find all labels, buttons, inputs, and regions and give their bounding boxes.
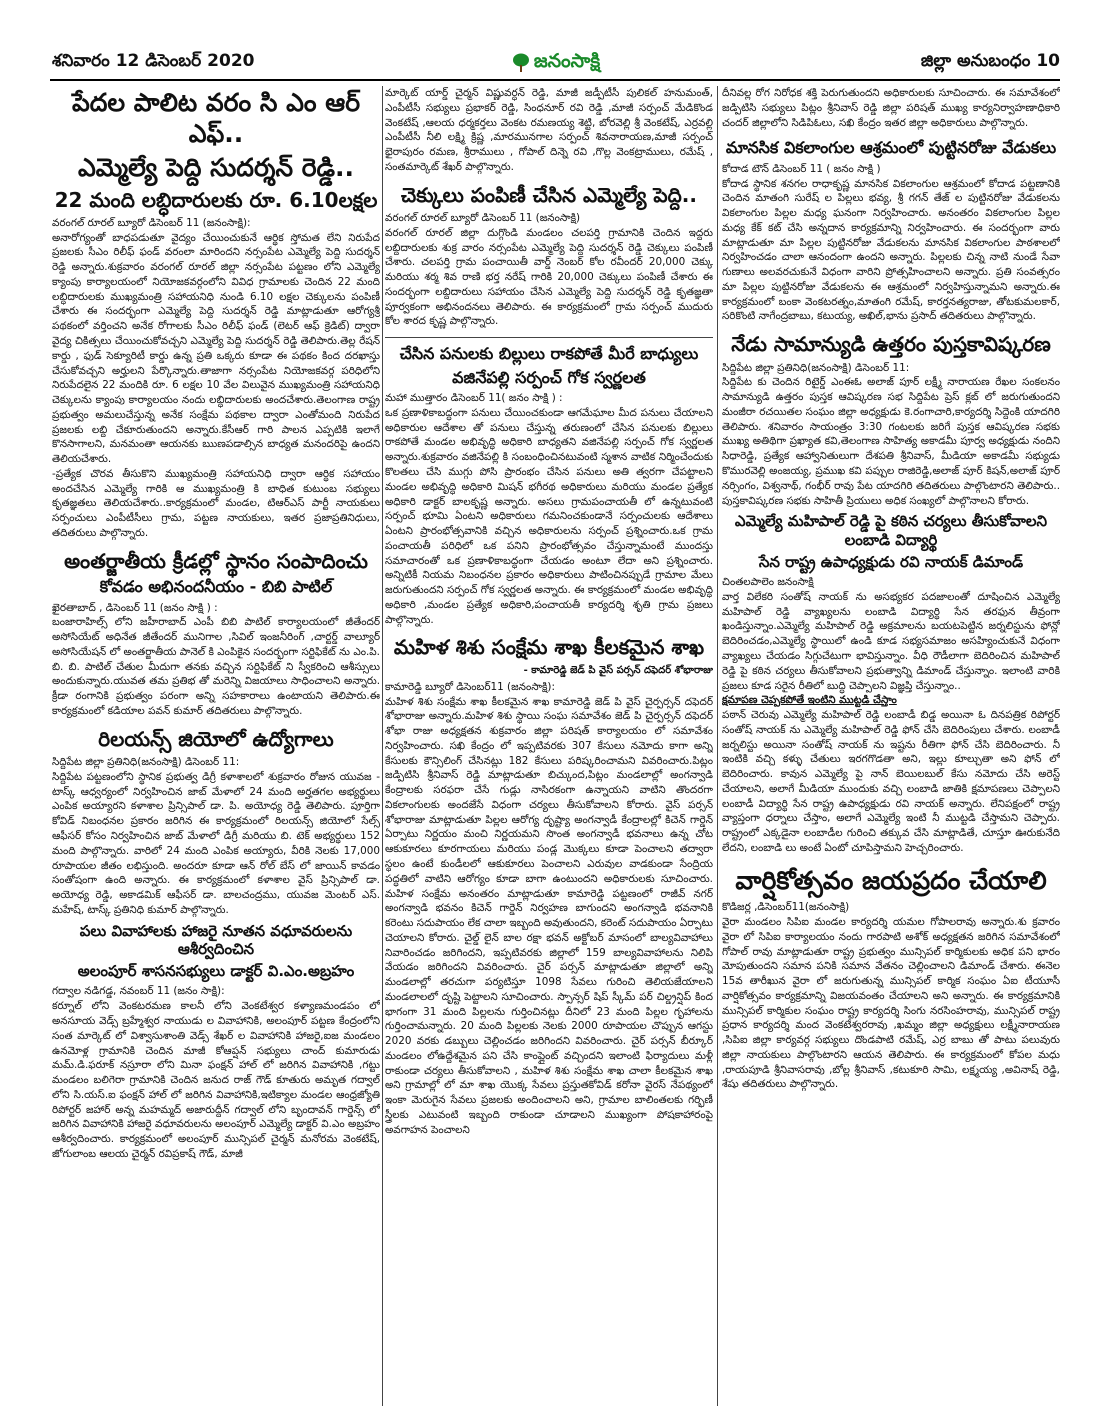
article-continuation: మార్కెట్ యార్డ్ చైర్మన్ విష్ణువర్ధన్ రెడ్డి, మాజీ జడ్పీటీసీ పులికల్ హనుమంత్, ఎంపీటీసీ సభ్యులు ప్రభాకర్ రెడ్డి, సింధనూర్ రవి రెడ్డి ,మాజీ సర్పంచ్ మేడికొండ వెంకటేష్ ,ఆలయ ధర్మకర్తలు వెంకట రమణయ్య శెట్టి, బోరవెల్లి శ్రీ వెంకటేష్, ఎర్రవల్లి ఎంపీటీసీ నీలి లక్ష్మి క్రిష్ణ ,మారమునగాల సర్పంచ్ శివనారాయణ,మాజీ సర్పంచ్ భైరాపురం రమణ, శ్రీరాములు , గోపాల్ దిన్నె రవి ,గొల్ల వెంకట్రాములు, రమేష్ , సంతమార్కెట్ శేఖర్ పాల్గొన్నారు. bbox=[385, 87, 713, 173]
article-bills bbox=[385, 337, 713, 627]
column-1 bbox=[52, 86, 380, 1406]
masthead-rule bbox=[50, 79, 1060, 81]
article-women-child bbox=[385, 635, 713, 1137]
article-book-release bbox=[722, 332, 1060, 508]
article-body: వరంగల్ రూరల్ జిల్లా దుగ్గొండి మండలం చలపర్తి గ్రామానికి చెందిన ఇద్దరు లబ్దిదారులకు శుక్ర వారం నర్సంపేట ఎమ్మెల్యే పెద్ది సుదర్శన్ రెడ్డి చెక్కులు పంపిణీ చేశారు. చలపర్తి గ్రామ పంచాయితీ వార్డ్ నెంబర్ కోల రవీందర్ 20,000 చెక్కు మరియు శర్మ శివ రాణి భర్త నరేష్ గారికి 20,000 చెక్కులు పంపిణీ చేశారు ఈ సందర్భంగా లబ్దిదారులు సహాయం చేసిన ఎమ్మెల్యే పెద్ది సుదర్శన్ రెడ్డి కృతజ్ఞతా పూర్వకంగా అభినందనలు తెలిపారు. ఈ కార్యక్రమంలో గ్రామ సర్పంచ్ ముదురు కోల శారద కృష్ణ పాల్గొన్నారు. bbox=[385, 226, 713, 328]
headline: సేన రాష్ట్ర ఉపాధ్యక్షుడు రవి నాయక్ డిమాండ్ bbox=[758, 552, 1024, 571]
article-body: బంజారాహిల్స్ లోని జహీరాబాద్ ఎంపీ బిబి పాటిల్ కార్యాలయంలో జీతేందర్ అసోసియేట్ అధినేత జీతేందర్ మునిగాల ,సివిల్ ఇంజనీరింగ్ ,చార్టర్డ్ వాల్యూర్ అసోసియేషన్ లో అంతర్జాతీయ పానెల్ కి ఎంపికైన సందర్భంగా సర్టిఫికేట్ ను ఎం.పి. బి. బి. పాటిల్ చేతుల మీదుగా తనకు వచ్చిన సర్టిఫికేట్ ని స్వీకరించి ఆశీస్సులు అందుకున్నారు.యువత తమ ప్రతిభ తో మరెన్ని విజయాలు సాధించాలని అన్నారు. క్రీడా రంగానికి ప్రభుత్వం పరంగా అన్ని సహకారాలు ఉంటాయని తెలిపారు.ఈ కార్యక్రమంలో కడియాల పవన్ కుమార్ తదితరులు పాల్గొన్నారు. bbox=[52, 616, 380, 717]
tree-icon bbox=[512, 53, 530, 73]
headline: అంతర్జాతీయ క్రీడల్లో స్థానం సంపాదించు bbox=[64, 548, 368, 573]
subheadline: 22 మంది లబ్ధిదారులకు రూ. 6.10లక్షల bbox=[54, 187, 378, 212]
dateline: మహా ముత్తారం డిసెంబర్ 11( జనం సాక్షి ) : bbox=[385, 392, 563, 405]
column-divider bbox=[382, 86, 383, 1406]
newspaper-logo bbox=[512, 50, 600, 77]
article-cmrf bbox=[52, 88, 380, 541]
dateline: కోదాడ టౌన్ డిసెంబర్ 11 ( జనం సాక్షి ) bbox=[722, 162, 881, 175]
headline: మహిళ శిశు సంక్షేమ శాఖ కీలకమైన శాఖ bbox=[393, 635, 705, 660]
headline: చేసిన పనులకు బిల్లులు రాకపోతే మీరే బాధ్యులు bbox=[385, 337, 713, 364]
headline: ఎమ్మెల్యే మహిపాల్ రెడ్డి పై కఠిన చర్యలు తీసుకోవాలని లంబాడి విద్యార్థి bbox=[734, 512, 1048, 549]
article-continuation: దీనివల్ల రోగ నిరోధక శక్తి పెరుగుతుందని అధికారులకు సూచించారు. ఈ సమావేశంలో జడ్పిటిసి సభ్యులు పిట్లం శ్రీనివాస్ రెడ్డి జిల్లా పరిషత్ ముఖ్య కార్యనిర్వాహణాధికారి చందర్ జిల్లాలోని సిడిపిఓలు, సఖి కేంద్రం ఇతర జిల్లా అధికారులు పాల్గొన్నారు. bbox=[722, 87, 1060, 129]
article-lambadi bbox=[722, 512, 1060, 855]
masthead bbox=[52, 50, 1060, 76]
dateline: సిద్దిపేట జిల్లా ప్రతినిధి(జనంసాక్షి) డిసెంబర్ 11: bbox=[722, 361, 910, 374]
logo-text: జనంసాక్షి bbox=[533, 49, 601, 72]
headline: పలు వివాహాలకు హాజరై నూతన వధూవరులను ఆశీర్వదించిన bbox=[79, 921, 353, 958]
headline: నేడు సామాన్యుడి ఉత్తరం పుస్తకావిష్కరణ bbox=[731, 332, 1051, 357]
headline: ఎమ్మెల్యే పెద్ది సుదర్శన్ రెడ్డి.. bbox=[77, 153, 355, 182]
article-anniversary bbox=[722, 866, 1060, 1092]
article-bb-patil bbox=[52, 549, 380, 719]
headline: వార్షికోత్సవం జయప్రదం చేయాలి bbox=[735, 865, 1047, 895]
article-jio-jobs bbox=[52, 727, 380, 918]
column-2 bbox=[385, 86, 713, 1406]
article-body: కోదాడ స్థానిక శనగల రాధాకృష్ణ మానసిక వికలాంగుల ఆశ్రమంలో కోదాడ పట్టణానికి చెందిన మాతంగి సురేష్ ల పిల్లలు భవ్య, శ్రీ గగన్ తేజ్ ల పుట్టినరోజు వేడుకలను వికలాంగుల పిల్లల మధ్య ఘనంగా నిర్వహించారు. అనంతరం వికలాంగుల పిల్లల మధ్య కేక్ కట్ చేసి అన్నదాన కార్యక్రమాన్ని నిర్వహించారు. ఈ సందర్భంగా వారు మాట్లాడుతూ మా పిల్లల పుట్టినరోజు వేడుకలను మానసిక వికలాంగుల పాఠశాలలో నిర్వహించడం చాలా ఆనందంగా ఉందని అన్నారు. పిల్లలకు చిన్న నాటి నుండే సేవా గుణాలు అలవరచుకునే విధంగా వారిని ప్రోత్సహించాలని అన్నారు. ప్రతి సంవత్సరం మా పిల్లల పుట్టినరోజు వేడుకలను ఈ ఆశ్రమంలో నిర్వహిస్తున్నామని అన్నారు.ఈ కార్యక్రమంలో బంకా వెంకటరత్నం,మాతంగి రమేష్, కారర్తనత్యరాజు, తోటకుమలకార్, సరికొంటి నాగేంద్రబాబు, కటుయ్య, అఖిల్,భాను ప్రసాద్ తదితరులు పాల్గొన్నారు. bbox=[722, 177, 1060, 323]
article-cheques bbox=[385, 183, 713, 330]
dateline: కొడిజర్ల ,డిసెంబర్11(జనంసాక్షి) bbox=[722, 901, 850, 914]
article-body: వార్త విలేకరి సంతోష్ నాయక్ ను అసభ్యకర పదజాలంతో దూషించిన ఎమ్మెల్యే మహిపాల్ రెడ్డి వ్యాఖ్యలను లంబాడి విద్యార్థి సేన తరఫున తీవ్రంగా ఖండిస్తున్నాం.ఎమ్మెల్యే మహిపాల్ రెడ్డి అక్రమాలను బయటపెట్టిన జర్నలిస్టును ఫోన్లో బెదిరించడం,ఎమ్మెల్యే స్థాయిలో ఉండి కూడ సభ్యసమాజం అసహ్యించుకునే విధంగా వ్యాఖ్యలు చేయడం సిగ్గుచేటుగా భావిస్తున్నాం. వీధి రౌడీలాగా బెదిరించిన మహిపాల్ రెడ్డి పై కఠిన చర్యలు తీసుకోవాలని ప్రభుత్వాన్ని డిమాండ్ చేస్తున్నాం. ఇలాంటి వారికి ప్రజలు కూడ సరైన రీతిలో బుద్ధి చెప్పాలని విజ్ఞప్తి చేస్తున్నాం.. bbox=[722, 590, 1060, 692]
section-label: జిల్లా అనుబంధం 10 bbox=[920, 51, 1060, 71]
article-body: పఠాన్ చెరువు ఎమ్మెల్యే మహిపాల్ రెడ్డి లంబాడీ బిడ్డ అయినా ఓ దినపత్రిక రిపోర్టర్ సంతోష్ నాయక్ ను ఎమ్మెల్యే మహిపాల్ రెడ్డి ఫోన్ చేసి బెదిరింపులు చేశారు. లంబాడీ జర్నలిస్టు అయినా సంతోష్ నాయక్ ను ఇష్టను రీతిగా ఫోన్ చేసి బెదిరించారు. నీ ఇంటికి వచ్చి కళ్ళు చేతులు ఇరగగొడతా అని, ఇల్లు కూల్చుతా అని ఫోన్ లో బెదిరించారు. కావున ఎమ్మెల్యే పై నాన్ బెయిలబుల్ కేసు నమోదు చేసి అరెస్ట్ చేయాలని, అలాగే మీడియా ముందుకు వచ్చి లంబాడి జాతికి క్షమాపణలు చెప్పాలని లంబాడీ విద్యార్థి సేన రాష్ట్ర ఉపాధ్యక్షుడు రవి నాయక్ అన్నారు. లేనిపక్షంలో రాష్ట్ర వ్యాప్తంగా ధర్నాలు చేస్తాం, అలాగే ఎమ్మెల్యే ఇంటి నీ ముట్టడి చేస్తామని చెప్పారు. రాష్ట్రంలో ఎక్కడైనా లంబాడీల గురించి తక్కువ చేసి మాట్లాడితే, చూస్తూ ఊరుకునేది లేదని, లంబాడి లు అంటే ఏంటో చూపిస్తామని హెచ్చరించారు. bbox=[722, 709, 1060, 854]
article-body: -ప్రత్యేక చొరవ తీసుకొని ముఖ్యమంత్రి సహాయనిధి ద్వారా ఆర్థిక సహాయం అందచేసిన ఎమ్మెల్యే గారికి ఆ ముఖ్యమంత్రి కి బాధిత కుటుంబ సభ్యులు కృతజ్ఞతలు తెలియచేశారు..కార్యక్రమంలో మండల, టిఆర్ఎస్ పార్టీ నాయకులు సర్పంచులు ఎంపీటీసీలు గ్రామ, పట్టణ నాయకులు, ఇతర ప్రజాప్రతినిధులు, తదితరులు పాల్గొన్నారు. bbox=[52, 467, 380, 539]
subheadline: కోవడం అభినందనీయం - బిబి పాటిల్ bbox=[99, 577, 333, 597]
dateline: సిద్దిపేట జిల్లా ప్రతినిధి(జనంసాక్షి) డిసెంబర్ 11: bbox=[52, 756, 240, 769]
article-birthday bbox=[722, 138, 1060, 324]
subheadline: వజినేపల్లి సర్పంచ్ గోక స్వర్ణలత bbox=[452, 367, 646, 387]
headline: మానసిక వికలాంగుల ఆశ్రమంలో పుట్టినరోజు వేడుకలు bbox=[725, 138, 1057, 158]
column-3 bbox=[722, 86, 1060, 1406]
dateline: వరంగల్ రూరల్ బ్యూరో డిసెంబర్ 11 (జనంసాక్షి): bbox=[52, 216, 251, 229]
article-body: సిద్దిపేట కు చెందిన రిటైర్డ్ ఎంఈఓ అలాజ్ పూర్ లక్ష్మీ నారాయణ రేఖల సంకలనం సామాన్యుడి ఉత్తరం పుస్తక ఆవిష్కరణ సభ సిద్దిపేట ప్రెస్ క్లబ్ లో జరుగుతుందని మంజీరా రచయితల సంఘం జిల్లా అధ్యక్షుడు కె.రంగాచారి,కార్యదర్శి సిద్దెంకి యాదగిరి తెలిపారు. శనివారం సాయంత్రం 3:30 గంటలకు జరిగే పుస్తక ఆవిష్కరణ సభకు ముఖ్య అతిథిగా ప్రఖ్యాత కవి,తెలంగాణ సాహిత్య అకాడమీ పూర్వ అధ్యక్షుడు నందిని సిధారెడ్డి, ప్రత్యేక ఆహ్వానితులుగా దేశపతి శ్రీనివాస్, మీడియా అకాడమీ సభ్యుడు కొమురవెల్లి అంజయ్య, ప్రముఖ కవి పప్పుల రాజిరెడ్డి,అలాజ్ పూర్ కిషన్,అలాజ్ పూర్ నర్సింగం, విశ్వనాథ్, గంభీర్ రావు పేట యాదగిరి తదితరులు పాల్గొంటారని తెలిపారు.. పుస్తకావిష్కరణ సభకు సాహితీ ప్రియులు అధిక సంఖ్యలో పాల్గొనాలని కోరారు. bbox=[722, 376, 1060, 507]
headline: చెక్కులు పంపిణీ చేసిన ఎమ్మెల్యే పెద్ది.. bbox=[401, 182, 697, 207]
bold-subhead: క్షమాపణ చెప్పకపోతే ఇంటిని ముట్టడి చేస్తాం bbox=[722, 694, 897, 707]
dateline: గద్వాల నడిగడ్డ, నవంబర్ 11 (జనం సాక్షి): bbox=[52, 985, 225, 998]
column-divider bbox=[717, 86, 718, 1406]
article-body: వైరా మండలం సిపిఐ మండల కార్యదర్శి యమల గోపాలరావు అన్నారు.శు క్రవారం వైరా లో సిపిఐ కార్యాలయం నందు గారపాటి అశోక్ అధ్యక్షతన జరిగిన సమావేశంలో గోపాల్ రావు మాట్లాడుతూ రాష్ట్ర ప్రభుత్వం మున్సిపల్ కార్మికులకు అధిక పని భారం మోపుతుందని సమాన పనికి సమాన వేతనం చెల్లించాలని డిమాండ్ చేశారు. ఈనెల 15వ తారీఖున వైరా లో జరుగుతున్న మున్సిపల్ కార్మిక సంఘం ఏఐ టీయూసీ వార్షికోత్సవం కార్యక్రమాన్ని విజయవంతం చేయాలని అని అన్నారు. ఈ కార్యక్రమానికి మున్సిపల్ కార్మికుల సంఘం రాష్ట్ర కార్యదర్శి సింగు నరసింహరావు, మున్సిపల్ రాష్ట్ర ప్రధాన కార్యదర్శి మంద వెంకటేశ్వరరావు ,ఖమ్మం జిల్లా అధ్యక్షులు లక్ష్మీనారాయణ ,సిపిఐ జిల్లా కార్యవర్గ సభ్యులు దొండపాటి రమేష్, ఎర్ర బాబు తో పాటు పలువురు జిల్లా నాయకులు పాల్గొంటారని ఆయన తెలిపారు. ఈ కార్యక్రమంలో కోపల మధు ,రాయపూడి శ్రీనివాసరావు ,బోల్ల శ్రీనివాస్ ,కటుకూరి సామి, లక్ష్మయ్య ,అవినాష్ రెడ్డి, శేషు తదితరులు పాల్గొన్నారు. bbox=[722, 915, 1060, 1091]
issue-date: శనివారం 12 డిసెంబర్ 2020 bbox=[52, 51, 255, 71]
article-body: సిద్దిపేట పట్టణంలోని స్థానిక ప్రభుత్వ డిగ్రీ కళాశాలలో శుక్రవారం రోజున యువజ - టాస్క్ ఆధ్వర్యంలో నిర్వహించిన జాబ్ మేళాలో 24 మంది అర్హతగల అభ్యర్థులు ఎంపిక అయ్యారని కళాశాల ప్రిన్సిపాల్ డా. పి. అయోధ్య రెడ్డి తెలిపారు. పూర్తిగా కోవిడ్ నిబంధనల ప్రకారం జరిగిన ఈ కార్యక్రమంలో రిలయన్స్ జియోలో సేల్స్ ఆఫీసర్ కోసం నిర్వహించిన జాబ్ మేళాలో డిగ్రీ మరియు బి. టెక్ అభ్యర్థులు 152 మంది పాల్గొన్నారు. వారిలో 24 మంది ఎంపిక అయ్యారు, వీరికి నెలకు 17,000 రూపాయల జీతం లభిస్తుంది. అందరూ కూడా ఆన్ రోల్ బేస్ లో జాయిన్ కావడం సంతోషంగా ఉంది అన్నారు. ఈ కార్యక్రమంలో కళాశాల వైస్ ప్రిన్సిపాల్ డా. అయోధ్య రెడ్డి, అకాడమిక్ ఆఫీసర్ డా. బాలచంద్రము, యువజ మెంటర్ ఎస్. మహేష్, టాస్క్ ప్రతినిధి కుమార్ పాల్గొన్నారు. bbox=[52, 770, 380, 916]
article-body: కర్నూల్ లోని వెంకటరమణ కాలనీ లోని వెంకటేశ్వర కళ్యాణమండపం లో అనసూయ వెడ్స్ బ్రహ్మేశ్వర నాయుడు ల వివాహానికి, అలంపూర్ పట్టణ కేంద్రంలోని సంత మార్కెట్ లో విశ్వాసుశాంతి వెడ్స్ శేఖర్ ల వివాహానికి హాజరై,ఐజ మండలం ఉనమోళ్ల గ్రామానికి చెందిన మాజీ కోఆప్షన్ సభ్యులు చాంద్ కుమారుడు మమ్.డి.ఫరూక్ నస్రూరా లోని మినా ఫంక్షన్ హాల్ లో జరిగిన వివాహానికి ,గట్టు మండలం బలిగెరా గ్రామానికి చెందిన జనుద రాజ్ గౌడ్ కూతురు అమృత గద్వాల్ లోని సి.యస్.ఐ ఫంక్షన్ హాల్ లో జరిగిన వివాహానికి,ఇటిక్యాల మండల ఆంధ్రజ్యోతి రిపోర్టర్ జహార్ అన్న మహమ్మద్ అజారుద్దీన్ గద్వాల్ లోని బృందావన్ గార్డెన్స్ లో జరిగిన వివాహానికి హాజరై వధూవరులను అలంపూర్ ఎమ్మెల్యే డాక్టర్ వి.ఎం అబ్రహం ఆశీర్వదించారు. కార్యక్రమంలో అలంపూర్ మున్సిపల్ చైర్మన్ మనోరమ వెంకటేష్, జోగులాంబ ఆలయ చైర్మన్ రవిప్రకాష్ గౌడ్, మాజీ bbox=[52, 1000, 380, 1160]
article-weddings bbox=[52, 922, 380, 1162]
dateline: ఖైరతాబాద్ , డిసెంబర్ 11 (జనం సాక్షి ) : bbox=[52, 601, 218, 614]
headline: అలంపూర్ శాసనసభ్యులు డాక్టర్ వి.ఎం.అబ్రహం bbox=[77, 962, 355, 981]
article-body: అనారోగ్యంతో బాధపడుతూ వైద్యం చేయించుకునే ఆర్థిక స్తోమత లేని నిరుపేద ప్రజలకు సీఎం రిలీఫ్ ఫండ్ వరంలా మారిందని నర్సంపేట ఎమ్మెల్యే పెద్ది సుదర్శన్ రెడ్డి అన్నారు.శుక్రవారం వరంగల్ రూరల్ జిల్లా నర్సంపేట పట్టణం లోని ఎమ్మెల్యే క్యాంపు కార్యాలయంలో నియోజకవర్గంలోని వివిధ గ్రామాలకు చెందిన 22 మంది లబ్ధిదారులకు ముఖ్యమంత్రి సహాయనిధి నుండి 6.10 లక్షల చెక్కులను పంపిణీ చేశారు ఈ సందర్భంగా ఎమ్మెల్యే పెద్ది సుదర్శన్ రెడ్డి మాట్లాడుతూ ఆరోగ్యశ్రీ పథకంలో వర్తించని అనేక రోగాలకు సీఎం రిలీఫ్ ఫండ్ (లెటర్ ఆఫ్ క్రెడిట్) ద్వారా వైద్య చికిత్సలు చేయించుకోవచ్చని ఎమ్మెల్యే పెద్ది సుదర్శన్ రెడ్డి తెలిపారు.తెల్ల రేషన్ కార్డు , ఫుడ్ సెక్యూరిటీ కార్డు ఉన్న ప్రతి ఒక్కరు కూడా ఈ పథకం కింద దరఖాస్తు చేసుకోవచ్చని అర్హులని పేర్కొన్నారు.తాజాగా నర్సంపేట నియోజకవర్గ పరిధిలోని నిరుపేదలైన 22 మందికి రూ. 6 లక్షల 10 వేల విలువైన ముఖ్యమంత్రి సహాయనిధి చెక్కులను క్యాంపు కార్యాలయం నందు లబ్ధిదారులకు అందచేశారు.తెలంగాణ రాష్ట్ర ప్రభుత్వం అమలుచేస్తున్న అనేక సంక్షేమ పథకాల ద్వారా ఎంతోమంది నిరుపేద ప్రజలకు లబ్ది చేకూరుతుందని అన్నారు.కేసీఆర్ గారి పాలన ఎప్పటికి ఇలాగే కొనసాగాలని, మనమంతా ఆయనకు ఋణపడాల్సిన బాధ్యత మనందరిపై ఉందని తెలియచేశారు. bbox=[52, 231, 380, 466]
headline: రిలయన్స్ జియోలో ఉద్యోగాలు bbox=[98, 726, 334, 751]
dateline: వరంగల్ రూరల్ బ్యూరో డిసెంబర్ 11 (జనంసాక్షి) bbox=[385, 211, 581, 224]
article-body: ఒక ప్రణాళికాబద్ధంగా పనులు చేయించకుండా ఆగమేఘాల మీద పనులు చేయాలని అధికారుల ఆదేశాల తో పనులు చేస్తున్న తరుణంలో చేసిన పనులకు బిల్లులు రాకపోతే మండల అభివృద్ధి అధికారి బాధ్యతని వజినేపల్లి సర్పంచ్ గోక స్వర్ణలత అన్నారు.శుక్రవారం వజినేపల్లి కి సంబంధించినటువంటి స్మశాన వాటిక నిర్మించేందుకు కొలతలు చేసి ముగ్గు పోసి ప్రారంభం చేసిన పనులు అతి త్వరగా చేపట్టాలని మండల అభివృద్ధి అధికారి మిషన్ భగీరథ అధికారులు మరియు మండల ప్రత్యేక అధికారి డాక్టర్ బాలకృష్ణ అన్నారు. అసలు గ్రామపంచాయతీ లో ఉన్నటువంటి సర్పంచ్ భూమి ఏంటని అధికారులు గమనించకుండానే సర్పంచులకు ఆదేశాలు ఏంటని ప్రారంభోత్సవానికి వచ్చిన అధికారులను సర్పంచ్ ప్రశ్నించారు.ఒక గ్రామ పంచాయతీ పరిధిలో ఒక పనిని ప్రారంభోత్సవం చేస్తున్నామంటే ముందస్తు సమాచారంతో ఒక ప్రణాళికాబద్ధంగా చేయడం అంటూ లేదా అని ప్రశ్నించారు. అన్నిటికీ నియమ నిబంధనల ప్రకారం అధికారులు పాటించినప్పుడే గ్రామాల మేలు జరుగుతుందని సర్పంచ్ గోక స్వర్ణలత అన్నారు. ఈ కార్యక్రమంలో మండల అభివృద్ధి అధికారి ,మండల ప్రత్యేక అధికారి,పంచాయతీ కార్యదర్శి శృతి గ్రామ ప్రజలు పాల్గొన్నారు. bbox=[385, 406, 713, 626]
dateline: చింతలపాలెం జనంసాక్షి bbox=[722, 576, 814, 589]
byline: - కామారెడ్డి జెడ్ పి వైస్ పర్సన్ దఫెదర్ శోభారాజు bbox=[523, 664, 713, 676]
headline: పేదల పాలిట వరం సి ఎం ఆర్ ఎఫ్.. bbox=[71, 88, 361, 148]
dateline: కామారెడ్డి బ్యూరో డిసెంబర్11 (జనంసాక్షి): bbox=[385, 680, 555, 693]
article-body: మహిళ శిశు సంక్షేమ శాఖ కీలకమైన శాఖ కామారెడ్డి జెడ్ పి వైస్ చైర్పర్సన్ దఫెదర్ శోభారాజు అన్నారు.మహిళ శిశు స్థాయి సంఘ సమావేశం జెడ్ పి చైర్పర్సన్ దఫెదర్ శోభా రాజు అధ్యక్షతన శుక్రవారం జిల్లా పరిషత్ కార్యాలయం లో సమావేశం నిర్వహించారు. సఖి కేంద్రం లో ఇప్పటివరకు 307 కేసులు నమోదు కాగా అన్ని కేసులకు కౌన్సిలింగ్ చేసినట్లు 182 కేసులు పరిష్కరించామని వివరించారు.పిట్లం జడ్పిటిసి శ్రీనివాస్ రెడ్డి మాట్లాడుతూ బిచ్కుంద,పిట్లం మండలాల్లో అంగన్వాడి కేంద్రాలకు సరఫరా చేసే గుడ్లు నాసిరకంగా ఉన్నాయని వాటిని తొందరగా వికలాంగులకు అందజేసే విధంగా చర్యలు తీసుకోవాలని కోరారు. వైస్ పర్సన్ శోభారాజు మాట్లాడుతూ పిల్లల ఆరోగ్య దృష్ట్యా అంగన్వాడీ కేంద్రాలల్లో కిచెన్ గార్డెన్ ఏర్పాటు నిర్ణయం మంచి నిర్ణయమని సొంత అంగన్వాడీ భవనాలు ఉన్న చోట ఆకుకూరలు కూరగాయలు మరియు పండ్ల మొక్కలు కూడా పెంచాలని తద్వారా స్థలం ఉంటే కుండీలలో ఆకుకూరలు పెంచాలని ఎరువుల వాడకుండా సేంద్రియ పద్ధతిలో వాటిని ఆరోగ్యం కూడా బాగా ఉంటుందని అధికారులకు సూచించారు. మహిళ సంక్షేమ అనంతరం మాట్లాడుతూ కామారెడ్డి పట్టణంలో రాజీవ్ నగర్ అంగన్వాడి భవనం కిచెన్ గార్డెన్ నిర్వహణ బాగుందని అంగన్వాడి భవనానికి కరెంటు సదుపాయం లేక చాలా ఇబ్బంది అవుతుందని, కరెంట్ సదుపాయం ఏర్పాటు చెయాలని కోరారు. చైల్డ్ లైన్ బాల రక్షా భవన్ అక్టోబర్ మాసంలో బాల్యవివాహాలు నివారించడం జరిగిందని, ఇప్పటివరకు జిల్లాలో 159 బాల్యవివాహాలను నిలిపి వేయడం జరిగిందని వివరించారు. చైర్ పర్సన్ మాట్లాడుతూ జిల్లాలో అన్ని మండలాల్లో తరచుగా పర్యటిస్తూ 1098 సేవలు గురించి తెలియజేయాలని మండలాలలో దృష్టి పెట్టాలని సూచించారు. స్పాన్సర్ షిప్ స్కీమ్ పర్ చిల్డ్రన్షిప్ కింద భాగంగా 31 మంది పిల్లలను గుర్తించినట్లు దీనిలో 23 మంది పిల్లల గృహాలను గుర్తించామన్నారు. 20 మంది పిల్లలకు నెలకు 2000 రూపాయల చొప్పున ఆగస్టు 2020 వరకు డబ్బులు చెల్లించడం జరిగిందని వివరించారు. చైర్ పర్సన్ బీర్కూర్ మండలం లోఉద్దేశమైన పని చేసి కాంప్లైంట్ వచ్చిందని ఇలాంటి ఫిర్యాదులు మళ్లీ రాకుండా చర్యలు తీసుకోవాలని , మహిళ శిశు సంక్షేమ శాఖ చాలా కీలకమైన శాఖ అని గ్రామాల్లో లో మా శాఖ యొక్క సేవలు ప్రస్తుతకోవిడ్ కరోనా వైరస్ నేపథ్యంలో ఇంకా మెరుగైన సేవలు ప్రజలకు అందించాలని అని, గ్రామాల బాలింతలకు గర్భిణీ స్త్రీలకు ఎటువంటి ఇబ్బంది రాకుండా చూడాలని ముఖ్యంగా పోషకాహారంపై అవగాహన పెంచాలని bbox=[385, 695, 713, 1136]
